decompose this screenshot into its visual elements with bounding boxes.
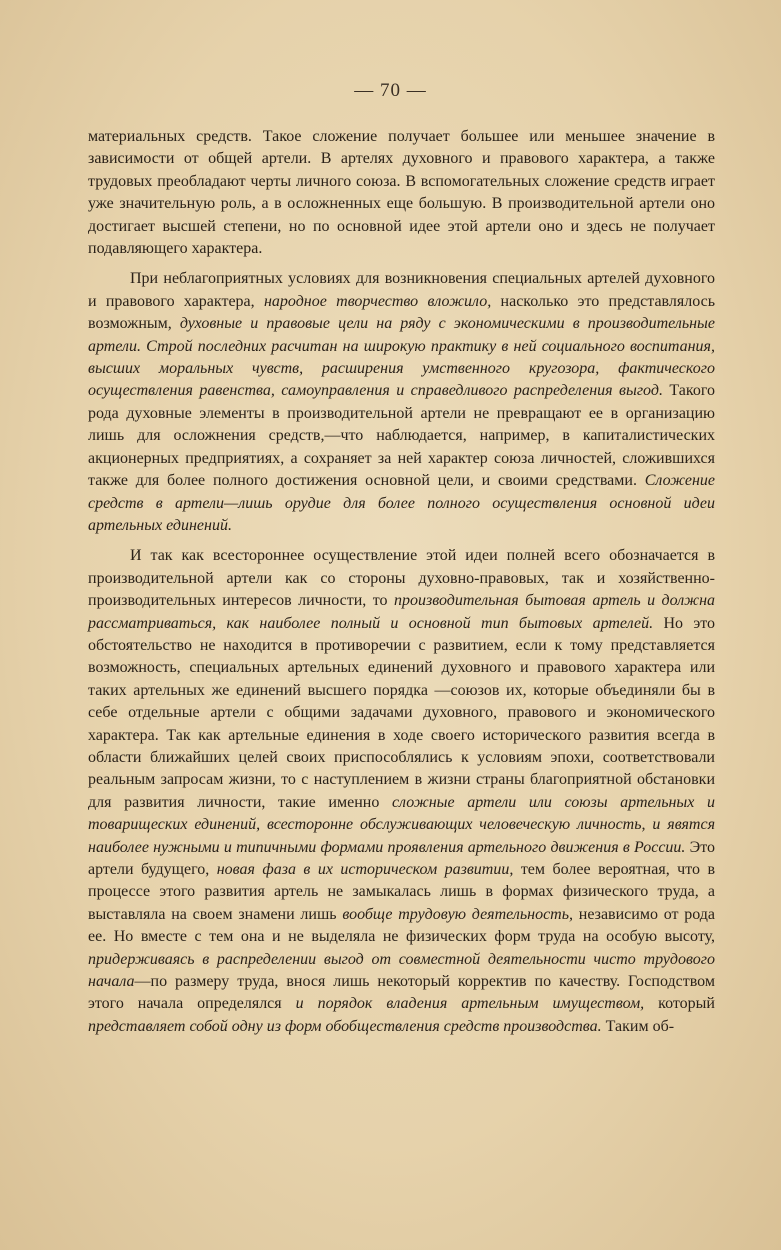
text-run: —по размеру труда, внося лишь некоторый корректив по качеству. Господством этого начала определялся [88, 973, 715, 1013]
text-run: Но это обстоятельство не находится в противоречии с развитием, если к тому представляется возможность, специальных артельных единений духовного и правового характера или таких артельных же единений высшего порядка —союзов их, которые объединяли бы в себе отдельные артели с общими задачами духовного, правового и экономического характера. Так как артельные единения в ходе своего исторического развития всегда в области ближайших целей своих приспособлялись к условиям эпохи, соответствовали реальным запросам жизни, то с наступлением в жизни страны благоприятной обстановки для развития личности, такие именно [88, 614, 716, 811]
paragraph [88, 126, 715, 260]
text-run: насколько это представлялось возможным, [88, 292, 716, 333]
italic-text-run: и порядок владения артельным имуществом, [295, 995, 645, 1013]
body-text [88, 126, 715, 1038]
text-run: который [644, 995, 715, 1013]
text-run: Это артели будущего, [88, 838, 716, 878]
italic-text-run: новая фаза в их историческом развитии, [216, 861, 514, 878]
paragraph [88, 268, 715, 537]
italic-text-run: Сложение средств в артели—лишь орудие для более полного осуществления основной идеи артельных единений. [88, 472, 715, 534]
italic-text-run: сложные артели или союзы артельных и товарищеских единений, всесторонне обслуживающих человеческую личность, и явятся наиболее нужными и типичными формами проявления артельного движения в России. [88, 793, 715, 856]
italic-text-run: вообще трудовую деятельность, [342, 905, 574, 923]
italic-text-run: народное творчество вложило, [263, 292, 492, 310]
text-run: И так как всестороннее осуществление этой идеи полней всего обозначается в производительной артели как со стороны духовно-правовых, так и хозяйственно-производительных интересов личности, то [88, 547, 715, 610]
paragraph [88, 545, 715, 1038]
italic-text-run: представляет собой одну из форм обобществления средств производства. [88, 1017, 602, 1035]
text-run: тем более вероятная, что в процессе этого развития артель не замыкалась лишь в формах физического труда, а выставляла на своем знамени лишь [88, 861, 716, 923]
text-run: независимо от рода ее. Но вместе с тем она и не выделяла не физических форм труда на особую высоту, [88, 905, 716, 946]
text-run: При неблагоприятных условиях для возникновения специальных артелей духовного и правового характера, [88, 270, 715, 310]
text-run: Такого рода духовные элементы в производительной артели не превращают ее в организацию лишь для осложнения средств,—что наблюдается, например, в капиталистических акционерных предприятиях, а сохраняет за ней характер союза личностей, сложившихся также для более полного достижения основной цели, и своими средствами. [88, 382, 715, 490]
text-run: материальных средств. Такое сложение получает большее или меньшее значение в зависимости от общей артели. В артелях духовного и правового характера, а также трудовых преобладают черты личного союза. В вспомогательных сложение средств играет уже значительную роль, а в осложненных еще большую. В производительной артели оно достигает высшей степени, но по основной идее этой артели оно и здесь не получает подавляющего характера. [88, 128, 715, 258]
page-number: — 70 — [354, 80, 427, 101]
italic-text-run: производительная бытовая артель и должна рассматриваться, как наиболее полный и основной тип бытовых артелей. [88, 592, 715, 632]
italic-text-run: духовные и правовые цели на ряду с экономическими в производительные артели. Строй последних расчитан на широкую практику в ней социального воспитания, высших моральных чувств, расширения умственного кругозора, фактического осуществления равенства, самоуправления и справедливого распределения выгод. [88, 315, 715, 400]
italic-text-run: придерживаясь в распределении выгод от совместной деятельности чисто трудового начала [88, 950, 715, 991]
text-run: Таким об- [601, 1017, 675, 1035]
